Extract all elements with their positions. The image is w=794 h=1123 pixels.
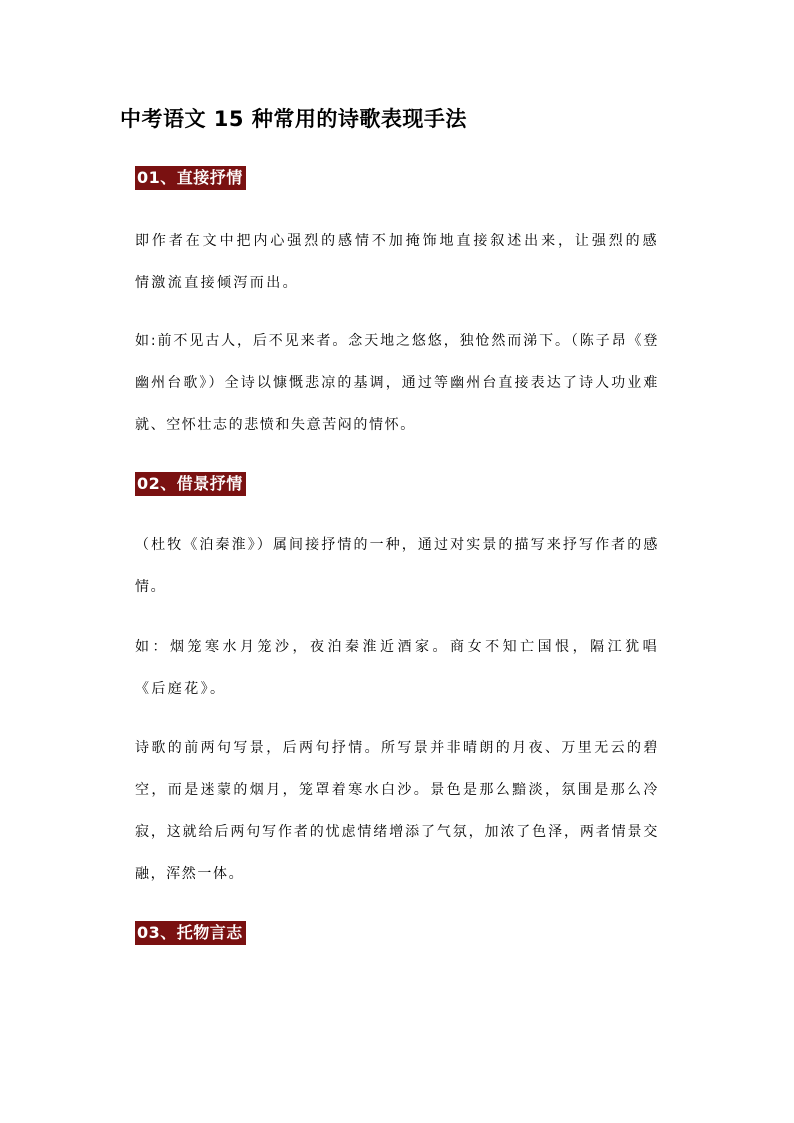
section-01-paragraph-2: 如:前不见古人，后不见来者。念天地之悠悠，独怆然而涕下。（陈子昂《登幽州台歌》）全诗以慷慨悲凉的基调，通过等幽州台直接表达了诗人功业难就、空怀壮志的悲愤和失意苦闷的情怀。 [135,333,659,433]
section-02-paragraph-1: （杜牧《泊秦淮》）属间接抒情的一种，通过对实景的描写来抒写作者的感情。 [135,537,659,595]
section-heading-01: 01、直接抒情 [135,166,246,190]
section-02-paragraph-2: 如：烟笼寒水月笼沙，夜泊秦淮近酒家。商女不知亡国恨，隔江犹唱《后庭花》。 [135,639,659,697]
section-01-paragraph-1: 即作者在文中把内心强烈的感情不加掩饰地直接叙述出来，让强烈的感情激流直接倾泻而出。 [135,233,659,291]
section-heading-02: 02、借景抒情 [135,472,246,496]
document-title: 中考语文 15 种常用的诗歌表现手法 [120,107,467,131]
section-02-paragraph-3: 诗歌的前两句写景，后两句抒情。所写景并非晴朗的月夜、万里无云的碧空，而是迷蒙的烟月，笼罩着寒水白沙。景色是那么黯淡，氛围是那么冷寂，这就给后两句写作者的忧虑情绪增添了气氛，加浓了色泽，两者情景交融，浑然一体。 [135,740,659,882]
section-heading-03: 03、托物言志 [135,921,246,945]
